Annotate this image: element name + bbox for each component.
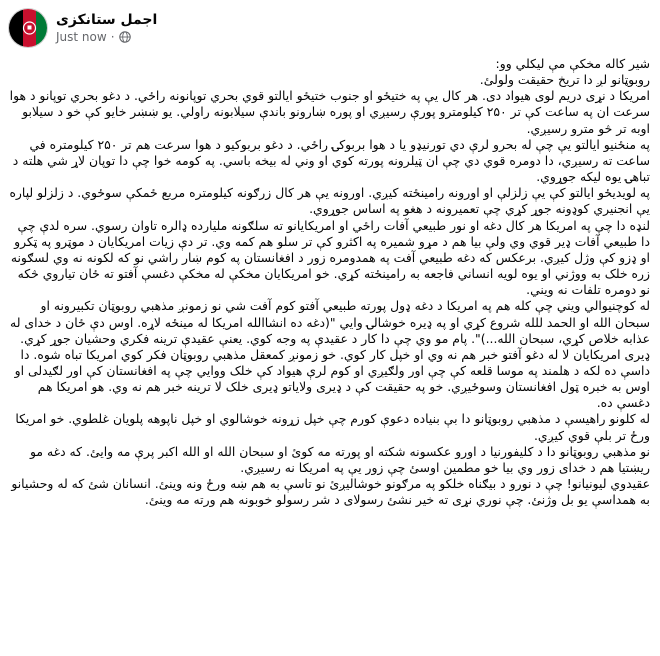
post-paragraph: لنډه دا چې په امریکا هر کال دغه او نور طبیعي آفات راځي او امریکایانو ته سلګونه ملیارده ډالره تاوان رسوي. سره لدې چې دا طبیعي آفات ډیر قوي وي ولې بیا هم د مړو شمیره په اکثرو کې تر سلو هم کمه وي. تر دې زیات امریکایان د موټرو په ټکرو او ډزو کې وژل کیږي. برعکس که دغه طبیعي آفت په همدومره زور د افغانستان په کوم ښار راشي نو که لکونه نه وي لسګونه زره خلک به ووژني او یوه لویه انساني فاجعه به رامینځته کړي. خو امریکایان مخکې له مخکې دغسې آفتو ته ځان تیاروي څکه نو دومره تلفات نه ویني. xyxy=(10,217,650,298)
post-paragraph: په منځنیو ایالتو یې چې له بحرو لرې دي تورنیډو یا د هوا بربوکۍ راځي. د دغو بربوکیو د هوا سرعت هم تر ۲۵۰ کیلومتره في ساعت ته رسیږي، دا دومره قوي دي چې ان ټیلرونه پورته کوي او وني له بیخه باسي. په کومه خوا چې دا توپان لاړ شي هلته د تباهۍ یوه لیکه جوړوي. xyxy=(12,136,650,185)
post-paragraph: روبوټانو لږ دا تریخ حقیقت ولولئ. xyxy=(479,72,650,88)
post-author[interactable]: اجمل ستانکزی xyxy=(56,12,158,28)
globe-icon[interactable] xyxy=(119,31,131,43)
post-paragraph: امریکا د نړی دریم لوی هیواد دی. هر کال یې په ختیځو او جنوب ختیځو ایالتو قوي بحري توپانونه راځي. د دغو بحري توپانو د هوا سرعت ان په ساعت کې تر ۲۵۰ کیلومترو پورې رسیږي او پوره ښارونو باندې سیلابونه راولي. یو ښښر خایو کې خو د سیلابو اوبه تر څو مترو رسیږي. xyxy=(9,88,650,136)
post-header xyxy=(8,8,157,48)
afghan-flag-icon[interactable] xyxy=(8,8,48,48)
post-paragraph: په لویدیځو ایالتو کې یې زلزلې او اورونه رامینځته کیږي. اورونه یې هر کال زرګونه کیلومتره مربع ځمکې سوځوي. د زلزلو لپاره یې انجنیري کوډونه جوړ کړي چې تعمیرونه د هغو په اساس جوړوي. xyxy=(9,185,650,217)
post-paragraph: ډیری امریکایان لا له دغو آفتو خبر هم نه وي او خپل کار کوي. خو زمونږ کمعقل مذهبي روبوټان فکر کوي امریکا تباه شوه. دا داسې ده لکه د هلمند په موسا قلعه کې چې اور ولګیږي او کوم لرې هیواد کې خلک ووایي چې په افغانستان کې اور لګیدلی او اوس به خبره ټول افغانستان وسوځیږي. خو په حقیقت کې د ډیری ولایاتو ډیری خلک لا ترینه خبر هم نه وي. هو امریکا هم دغسې ده. xyxy=(14,346,650,411)
post-paragraph: عقیدوي لیونیانو! چې د نورو د بیګناه خلکو په مرګونو خوشالیږئ نو تاسې به هم ښه ورځ ونه وینئ. انسانان شئ که له وحشیانو به همداسې یو بل وژنئ. چې نوري نړی ته خیر نشئ رسولای د شر رسولو خوبونه هم ورته مه وینئ. xyxy=(11,476,650,508)
separator-dot: · xyxy=(110,30,115,44)
post-paragraph: نو مذهبي روبوټانو دا د کلیفورنیا د اورو عکسونه شکته او پورته مه کوئ او سبحان الله او الله اکبر پرې مه وایئ. که دغه مو ریښتیا هم د خدای زور وي بیا خو مطمین اوسئ چې زور یې په امریکا نه رسیږي. xyxy=(29,443,650,475)
post-timestamp[interactable]: Just now xyxy=(56,30,107,44)
post-paragraph: له کلونو راهیسې د مذهبي روبوټانو دا بې بنیاده دعوې کورم چې خپل زړونه خوشالوي او خپل ناپوهه پلویان غلطوي. خو امریکا ورځ تر بلې قوي کیږي. xyxy=(15,411,650,443)
post-body xyxy=(8,56,650,508)
avatar-flag-graphic xyxy=(9,9,48,48)
post-paragraph: شیر کاله مخکې مې لیکلي وو: xyxy=(495,56,650,71)
post-paragraph: له کوچنیوالي ویني چې کله هم په امریکا د دغه ډول پورته طبیعي آفتو کوم آفت شي نو زمونږ مذهبي روبوټان تکبیرونه او سبحان الله او الحمد للله شروع کړي او په ډیره خوشالۍ وایي "(دغه ده انشاالله امریکا له مینځه لاړه. اوس دې ځان د خدای له عذابه خلاص کړي، سبحان الله...)". پام مو وي چې دا کار د عقیدې په وجه کوي. یعنې عقیدې ترینه فکري وحشیان جوړ کړي. xyxy=(10,298,650,346)
